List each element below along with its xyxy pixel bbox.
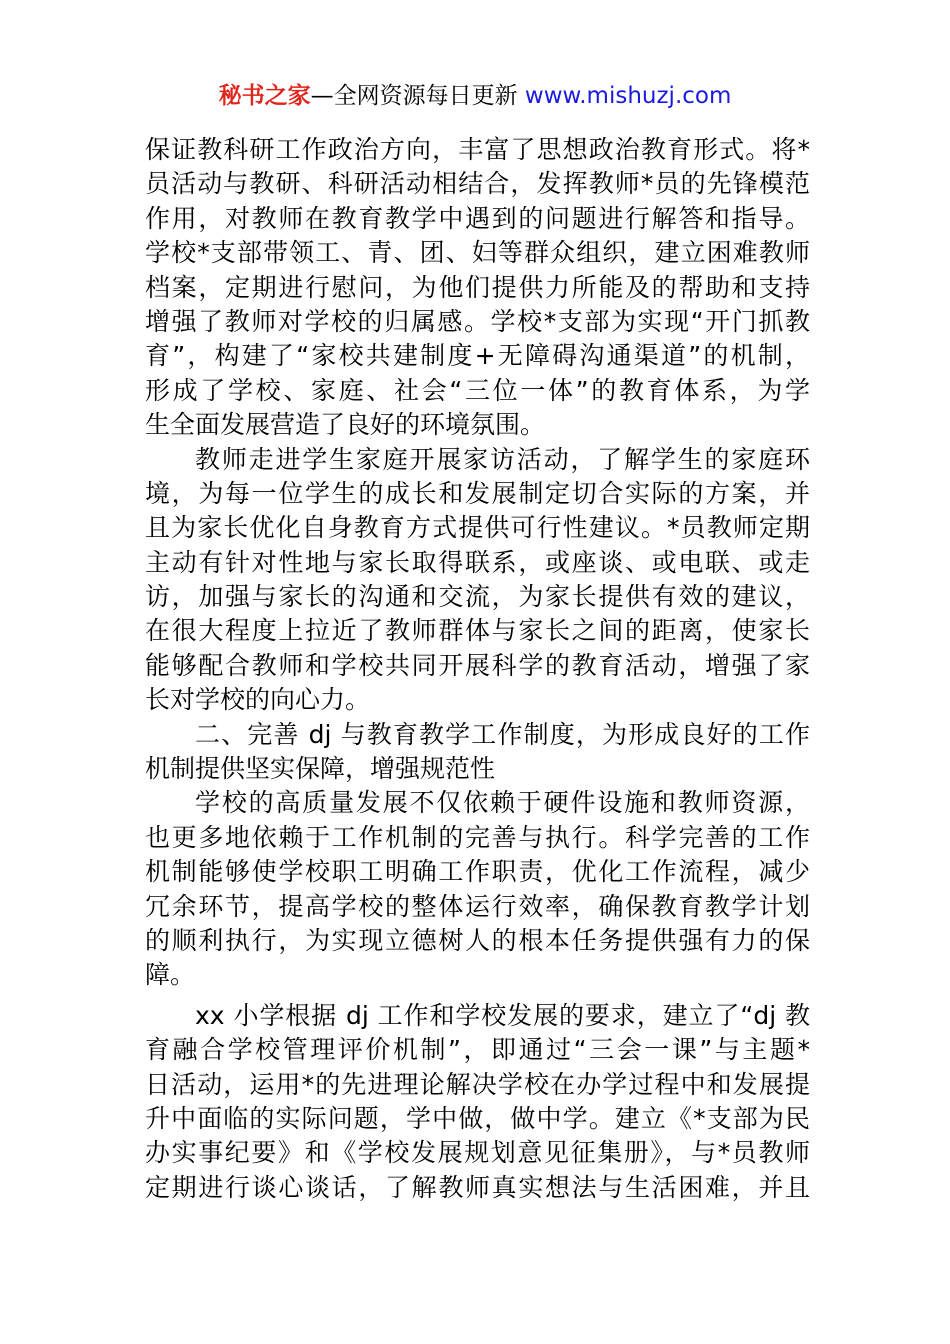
body-line: 档案，定期进行慰问，为他们提供力所能及的帮助和支持 (145, 272, 810, 302)
body-line: 也更多地依赖于工作机制的完善与执行。科学完善的工作 (145, 822, 810, 852)
body-line: 育融合学校管理评价机制”，即通过“三会一课”与主题* (145, 1035, 810, 1065)
body-line: 境，为每一位学生的成长和发展制定切合实际的方案，并 (145, 478, 810, 508)
body-line: 长对学校的向心力。 (145, 685, 371, 715)
body-line: 障。 (145, 960, 196, 990)
body-line: 作用，对教师在教育教学中遇到的问题进行解答和指导。 (145, 203, 810, 233)
header-tagline: —全网资源每日更新 (310, 83, 525, 109)
site-url-link[interactable]: www.mishuzj.com (524, 83, 732, 109)
brand-name: 秘书之家 (218, 83, 311, 109)
body-line: 日活动，运用*的先进理论解决学校在办学过程中和发展提 (145, 1069, 810, 1099)
body-line: 升中面临的实际问题，学中做，做中学。建立《*支部为民 (145, 1103, 810, 1133)
body-line: 且为家长优化自身教育方式提供可行性建议。*员教师定期 (145, 513, 810, 543)
body-line: 形成了学校、家庭、社会“三位一体”的教育体系，为学 (145, 375, 810, 405)
body-line: 访，加强与家长的沟通和交流，为家长提供有效的建议， (145, 582, 810, 612)
paragraph-first-line: xx 小学根据 dj 工作和学校发展的要求，建立了“dj 教 (195, 1000, 810, 1030)
body-line: 办实事纪要》和《学校发展规划意见征集册》，与*员教师 (145, 1138, 810, 1168)
paragraph-first-line: 学校的高质量发展不仅依赖于硬件设施和教师资源， (195, 788, 810, 818)
page-header (0, 80, 950, 112)
body-line: 增强了教师对学校的归属感。学校*支部为实现“开门抓教 (145, 306, 810, 336)
body-line: 生全面发展营造了良好的环境氛围。 (145, 410, 546, 440)
body-line: 定期进行谈心谈话，了解教师真实想法与生活困难，并且 (145, 1172, 810, 1202)
body-line: 的顺利执行，为实现立德树人的根本任务提供强有力的保 (145, 925, 810, 955)
body-line: 主动有针对性地与家长取得联系，或座谈、或电联、或走 (145, 547, 810, 577)
body-line: 育”，构建了“家校共建制度+无障碍沟通渠道”的机制， (145, 341, 810, 371)
body-line: 在很大程度上拉近了教师群体与家长之间的距离，使家长 (145, 616, 810, 646)
body-line: 冗余环节，提高学校的整体运行效率，确保教育教学计划 (145, 891, 810, 921)
section-heading: 二、完善 dj 与教育教学工作制度，为形成良好的工作 (195, 719, 810, 749)
paragraph-first-line: 教师走进学生家庭开展家访活动，了解学生的家庭环 (195, 444, 810, 474)
body-line: 机制能够使学校职工明确工作职责，优化工作流程，减少 (145, 857, 810, 887)
body-line: 学校*支部带领工、青、团、妇等群众组织，建立困难教师 (145, 238, 810, 268)
body-line: 保证教科研工作政治方向，丰富了思想政治教育形式。将* (145, 135, 810, 164)
body-line: 员活动与教研、科研活动相结合，发挥教师*员的先锋模范 (145, 169, 810, 199)
section-heading-continued: 机制提供坚实保障，增强规范性 (145, 754, 496, 784)
body-line: 能够配合教师和学校共同开展科学的教育活动，增强了家 (145, 650, 810, 680)
document-body (145, 133, 810, 1205)
